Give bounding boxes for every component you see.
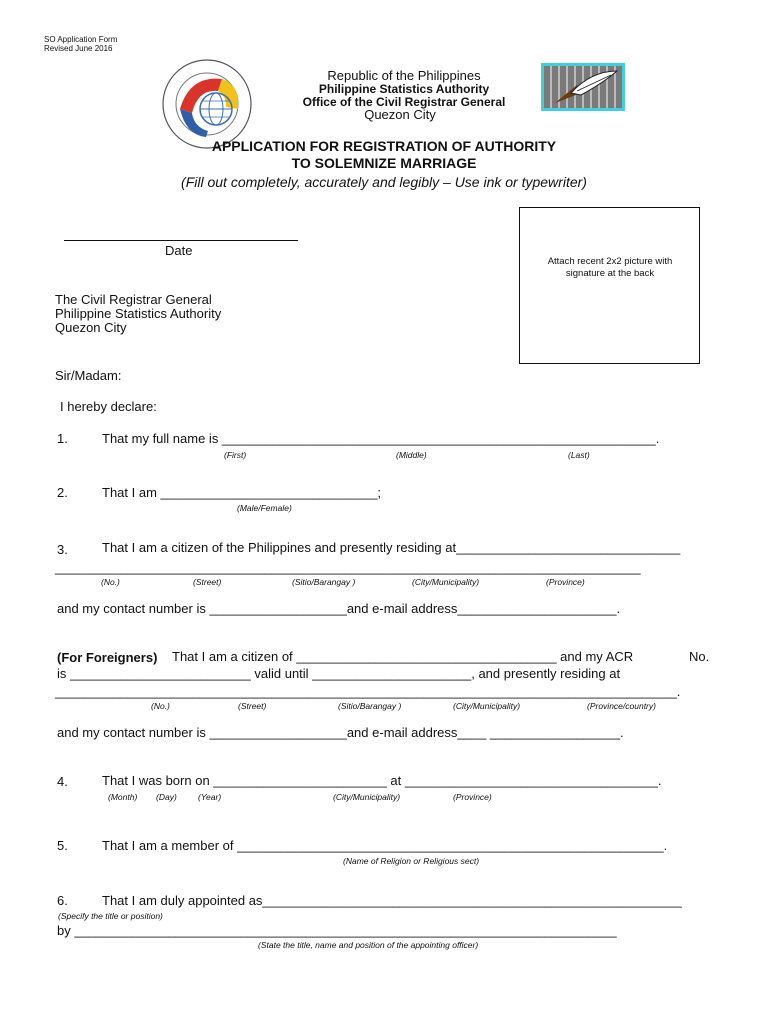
item4-number: 4. [57,774,68,789]
item3-sub-province: (Province) [546,577,585,587]
item6-sub-officer: (State the title, name and position of the appointing officer) [258,940,479,950]
foreigners-label: (For Foreigners) [57,650,158,665]
header-republic: Republic of the Philippines [327,68,481,83]
item4-sub-city: (City/Municipality) [333,792,401,802]
item3-sub-street: (Street) [193,577,222,587]
foreigners-contact-line[interactable]: and my contact number is ___________________and e-mail address____ __________________. [57,725,624,740]
form-revision: Revised June 2016 [44,44,113,53]
item2-sex-field[interactable]: That I am ______________________________; [102,485,382,500]
item5-sub-religion: (Name of Religion or Religious sect) [343,856,480,866]
item1-number: 1. [57,431,68,446]
foreigners-citizen-field[interactable]: That I am a citizen of ____________________________________ and my ACR [172,649,634,664]
item5-number: 5. [57,838,68,853]
item3-residence-text[interactable]: That I am a citizen of the Philippines and presently residing at_______________________________ [102,540,681,555]
item4-sub-province: (Province) [453,792,492,802]
item2-sub-sex: (Male/Female) [237,503,292,513]
item2-number: 2. [57,485,68,500]
item1-sub-middle: (Middle) [396,450,427,460]
foreigners-sub-city: (City/Municipality) [453,701,521,711]
item1-full-name-field[interactable]: That my full name is ____________________________________________________________. [102,431,660,446]
addressee-line3: Quezon City [55,320,127,335]
foreigners-sub-street: (Street) [238,701,267,711]
date-field-line[interactable] [64,240,298,242]
header-office: Office of the Civil Registrar General [302,95,506,109]
photo-box[interactable] [519,207,700,364]
foreigners-sub-no: (No.) [151,701,170,711]
item6-appointment-field[interactable]: That I am duly appointed as__________________________________________________________ [102,893,682,908]
foreigners-address-line[interactable]: ______________________________________________________________________________________. [55,684,681,699]
header-agency: Philippine Statistics Authority [318,82,490,96]
item6-sub-title: (Specify the title or position) [58,911,163,921]
item6-number: 6. [57,893,68,908]
foreigners-acr-no: No. [689,649,710,664]
item4-sub-day: (Day) [156,792,177,802]
addressee-line2: Philippine Statistics Authority [55,306,222,321]
item5-religion-field[interactable]: That I am a member of ___________________________________________________________. [102,838,668,853]
form-title-line1: APPLICATION FOR REGISTRATION OF AUTHORITY [211,138,557,154]
salutation: Sir/Madam: [55,368,122,383]
item6-appointing-officer-field[interactable]: by ___________________________________________________________________________ [57,923,617,938]
item3-contact-line[interactable]: and my contact number is ___________________and e-mail address______________________. [57,601,621,616]
form-title-line2: TO SOLEMNIZE MARRIAGE [291,155,477,171]
date-label: Date [165,243,193,258]
item1-sub-first: (First) [224,450,247,460]
seal-icon [541,63,625,111]
item3-sub-barangay: (Sitio/Barangay ) [292,577,356,587]
header-city: Quezon City [364,107,436,122]
form-code: SO Application Form [44,35,118,44]
item3-sub-city: (City/Municipality) [412,577,480,587]
item4-birth-field[interactable]: That I was born on ________________________ at ___________________________________. [102,773,662,788]
addressee-line1: The Civil Registrar General [55,292,212,307]
foreigners-sub-province: (Province/country) [587,701,656,711]
item4-sub-year: (Year) [198,792,222,802]
photo-box-instruction: Attach recent 2x2 picture with signature at the back [547,256,673,279]
item3-number: 3. [57,542,68,557]
item1-sub-last: (Last) [568,450,590,460]
item4-sub-month: (Month) [108,792,138,802]
form-instruction: (Fill out completely, accurately and legibly – Use ink or typewriter) [181,174,587,190]
foreigners-sub-barangay: (Sitio/Barangay ) [338,701,402,711]
item3-address-line[interactable]: _________________________________________________________________________________ [55,560,641,575]
psa-logo [160,57,254,151]
foreigners-validity-line[interactable]: is _________________________ valid until ______________________, and presently residing at [57,666,621,681]
declaration-intro: I hereby declare: [60,399,157,414]
item3-sub-no: (No.) [101,577,120,587]
